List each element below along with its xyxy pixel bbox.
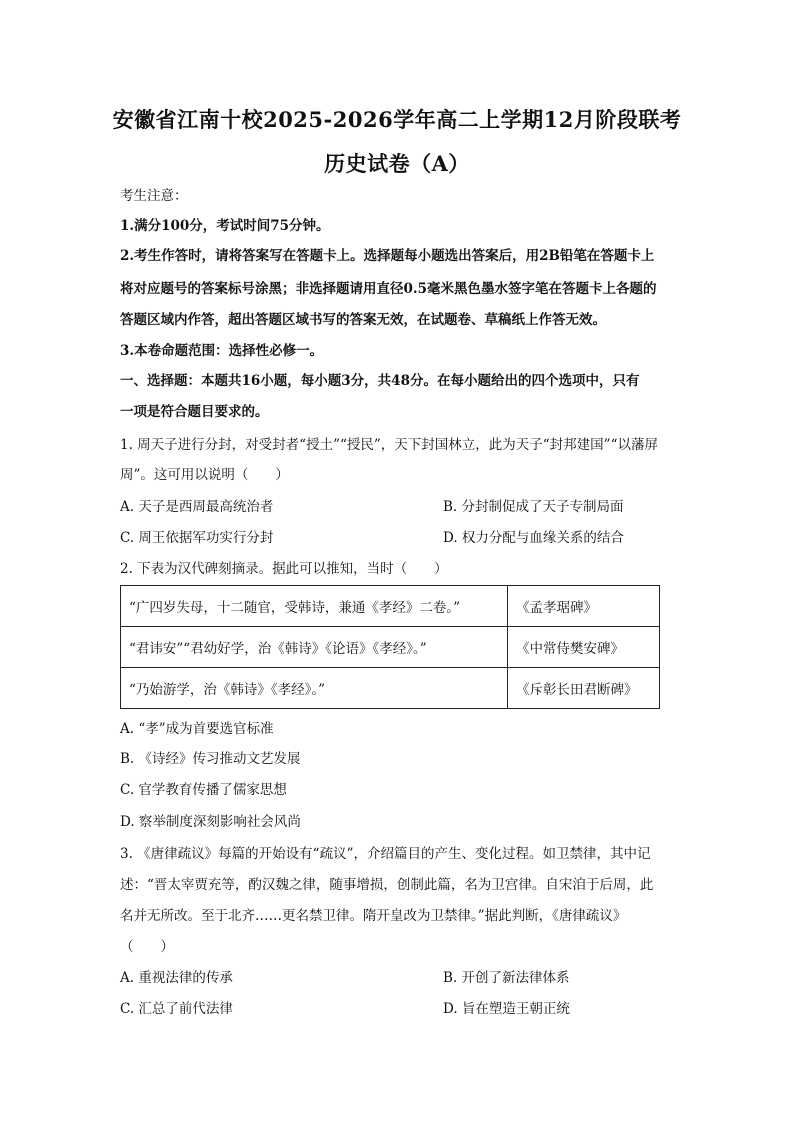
table-row [121, 586, 660, 627]
inscription-source: 《斥彰长田君断碑》 [508, 668, 660, 709]
table-row [121, 668, 660, 709]
notice-heading: 考生注意： [120, 188, 188, 204]
q3-option-a: A. 重视法律的传承 [120, 970, 233, 986]
q1-option-d: D. 权力分配与血缘关系的结合 [443, 530, 624, 546]
q3-stem-line-3: 名并无所改。至于北齐……更名禁卫律。隋开皇改为卫禁律。”据此判断，《唐律疏议》 [120, 908, 627, 924]
q1-option-b: B. 分封制促成了天子专制局面 [443, 499, 624, 515]
notice-item-1: 1.满分100分，考试时间75分钟。 [120, 218, 330, 234]
notice-item-3: 3.本卷命题范围：选择性必修一。 [120, 343, 324, 359]
q3-option-d: D. 旨在塑造王朝正统 [443, 1001, 570, 1017]
q1-option-c: C. 周王依据军功实行分封 [120, 530, 274, 546]
inscription-source: 《中常侍樊安碑》 [508, 627, 660, 668]
q1-stem-line-1: 1. 周天子进行分封，对受封者“授土”“授民”，天下封国林立，此为天子“封邦建国”“以藩屏 [120, 437, 658, 453]
q1-option-a: A. 天子是西周最高统治者 [120, 499, 274, 515]
q2-option-b: B. 《诗经》传习推动文艺发展 [120, 751, 301, 767]
inscription-table [120, 585, 660, 709]
inscription-quote: “君讳安”“君幼好学，治《韩诗》《论语》《孝经》。” [121, 627, 508, 668]
q2-stem: 2. 下表为汉代碑刻摘录。据此可以推知，当时（ ） [120, 561, 448, 577]
section-heading-line-1: 一、选择题：本题共16小题，每小题3分，共48分。在每小题给出的四个选项中，只有 [120, 373, 640, 389]
q3-option-b: B. 开创了新法律体系 [443, 970, 570, 986]
inscription-quote: “乃始游学，治《韩诗》《孝经》。” [121, 668, 508, 709]
notice-item-2-line-3: 答题区域内作答，超出答题区域书写的答案无效，在试题卷、草稿纸上作答无效。 [120, 312, 606, 328]
exam-title: 安徽省江南十校2025-2026学年高二上学期12月阶段联考 [112, 107, 682, 132]
section-heading-line-2: 一项是符合题目要求的。 [120, 404, 269, 420]
exam-subtitle: 历史试卷（A） [324, 151, 470, 176]
q3-stem-line-1: 3. 《唐律疏议》每篇的开始设有“疏议”，介绍篇目的产生、变化过程。如卫禁律，其中记 [120, 846, 651, 862]
notice-item-2-line-2: 将对应题号的答案标号涂黑；非选择题请用直径0.5毫米黑色墨水签字笔在答题卡上各题的 [120, 281, 657, 297]
q2-option-d: D. 察举制度深刻影响社会风尚 [120, 814, 301, 830]
q2-option-a: A. “孝”成为首要选官标准 [120, 721, 274, 737]
inscription-quote: “广四岁失母，十二随官，受韩诗，兼通《孝经》二卷。” [121, 586, 508, 627]
table-row [121, 627, 660, 668]
q3-option-c: C. 汇总了前代法律 [120, 1001, 233, 1017]
q1-stem-line-2: 周”。这可用以说明（ ） [120, 467, 289, 483]
q3-stem-line-4: （ ） [120, 939, 174, 955]
inscription-source: 《孟孝琚碑》 [508, 586, 660, 627]
q3-stem-line-2: 述：“晋太宰贾充等，酌汉魏之律，随事增损，创制此篇，名为卫宫律。自宋洎于后周，此 [120, 877, 654, 893]
notice-item-2-line-1: 2.考生作答时，请将答案写在答题卡上。选择题每小题选出答案后，用2B铅笔在答题卡上 [120, 248, 655, 264]
q2-option-c: C. 官学教育传播了儒家思想 [120, 782, 287, 798]
